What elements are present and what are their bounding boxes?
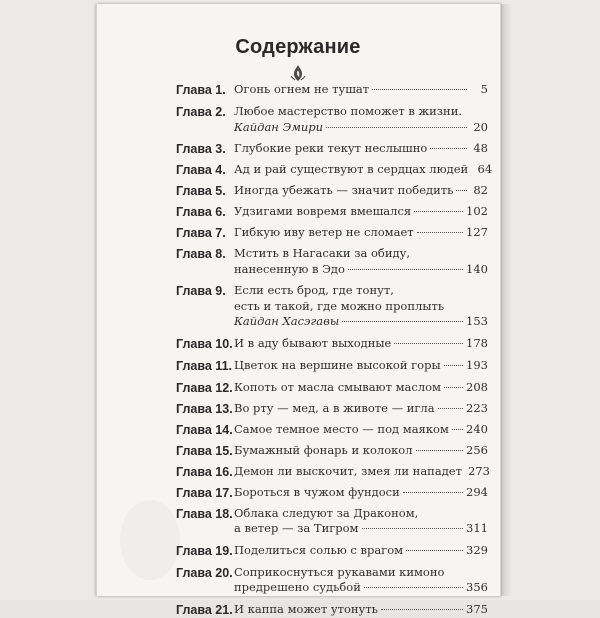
chapter-number: Глава 21. bbox=[176, 602, 233, 617]
author-name: Кайдан Хасэгавы bbox=[234, 314, 340, 328]
entry-body bbox=[234, 162, 492, 178]
entry-title-line bbox=[234, 183, 488, 199]
entry-title-line bbox=[234, 336, 488, 352]
chapter-number: Глава 18. bbox=[176, 506, 233, 521]
toc-entry bbox=[176, 565, 488, 596]
page-number: 240 bbox=[466, 421, 488, 436]
entry-title-line bbox=[234, 401, 488, 417]
chapter-number: Глава 12. bbox=[176, 380, 233, 395]
chapter-title: Любое мастерство поможет в жизни. bbox=[234, 104, 463, 118]
entry-body bbox=[234, 204, 488, 220]
chapter-title: Иногда убежать — значит победить bbox=[234, 183, 454, 197]
toc-entry bbox=[176, 336, 488, 352]
chapter-title: Демон ли выскочит, змея ли нападет bbox=[234, 463, 462, 478]
chapter-title: Гибкую иву ветер не сломает bbox=[234, 225, 414, 239]
chapter-title: Ад и рай существуют в сердцах людей bbox=[234, 162, 469, 176]
dot-leader bbox=[372, 89, 467, 90]
chapter-title: И в аду бывают выходные bbox=[234, 335, 392, 350]
chapter-number: Глава 19. bbox=[176, 543, 233, 558]
chapter-number: Глава 16. bbox=[176, 464, 233, 479]
dot-leader bbox=[438, 408, 463, 409]
entry-body bbox=[234, 602, 488, 618]
chapter-number: Глава 9. bbox=[176, 284, 226, 298]
chapter-number: Глава 13. bbox=[176, 401, 233, 416]
entry-body bbox=[234, 336, 488, 352]
page-number: 20 bbox=[473, 119, 488, 134]
dot-leader bbox=[444, 387, 463, 388]
entry-title-line bbox=[234, 204, 488, 220]
page-number: 311 bbox=[466, 521, 488, 535]
toc-entry bbox=[176, 141, 488, 157]
chapter-title: Во рту — мед, а в животе — игла bbox=[234, 400, 435, 415]
toc-entry bbox=[176, 506, 488, 537]
toc-entry bbox=[176, 464, 488, 480]
toc-entry bbox=[176, 104, 488, 135]
chapter-title: Облака следуют за Драконом, bbox=[234, 505, 419, 520]
entry-body bbox=[234, 422, 488, 438]
dot-leader bbox=[381, 609, 463, 610]
entry-body bbox=[234, 183, 488, 199]
chapter-title: Соприкоснуться рукавами кимоно bbox=[234, 564, 445, 579]
dot-leader bbox=[444, 365, 463, 366]
entry-title-line bbox=[234, 580, 488, 596]
entry-body bbox=[234, 283, 488, 330]
entry-body bbox=[234, 82, 488, 98]
dot-leader bbox=[456, 190, 467, 191]
entry-body bbox=[234, 443, 488, 459]
toc-entry bbox=[176, 162, 493, 178]
entry-title-line bbox=[234, 443, 488, 459]
entry-title-line bbox=[234, 380, 488, 396]
dot-leader bbox=[452, 429, 463, 430]
entry-body bbox=[234, 141, 488, 157]
chapter-title: есть и такой, где можно проплыть bbox=[234, 298, 445, 313]
page-number: 273 bbox=[467, 463, 490, 478]
entry-title-line bbox=[234, 141, 488, 157]
paper-stain bbox=[120, 500, 180, 580]
dot-leader bbox=[364, 587, 463, 588]
page-number: 153 bbox=[466, 314, 488, 328]
chapter-title: Мстить в Нагасаки за обиду, bbox=[234, 246, 411, 260]
entry-body bbox=[234, 485, 488, 501]
chapter-title: а ветер — за Тигром bbox=[234, 521, 359, 535]
flame-ornament-icon bbox=[286, 64, 310, 82]
page-title: Содержание bbox=[235, 36, 361, 58]
entry-title-line bbox=[234, 602, 488, 618]
chapter-title: И каппа может утонуть bbox=[234, 601, 378, 616]
dot-leader bbox=[403, 492, 463, 493]
toc-entry bbox=[176, 380, 488, 396]
toc-entry bbox=[176, 443, 488, 459]
page-number: 102 bbox=[466, 204, 488, 218]
author-name: Кайдан Эмири bbox=[234, 119, 324, 134]
dot-leader bbox=[394, 343, 463, 344]
entry-title-line bbox=[234, 262, 488, 278]
chapter-number: Глава 3. bbox=[176, 142, 226, 156]
entry-title-line bbox=[234, 225, 488, 241]
page-number: 356 bbox=[466, 580, 488, 594]
entry-title-line bbox=[234, 358, 488, 374]
chapter-number: Глава 14. bbox=[176, 422, 233, 437]
entry-title-line bbox=[234, 521, 488, 537]
entry-title-line bbox=[234, 485, 488, 501]
entry-body bbox=[234, 464, 490, 480]
chapter-title: Цветок на вершине высокой горы bbox=[234, 357, 441, 372]
toc-entry bbox=[176, 283, 488, 330]
chapter-number: Глава 20. bbox=[176, 565, 233, 580]
page-number: 208 bbox=[466, 379, 488, 394]
page-number: 5 bbox=[480, 82, 488, 96]
chapter-number: Глава 4. bbox=[176, 163, 226, 177]
chapter-number: Глава 10. bbox=[176, 336, 233, 351]
page-number: 223 bbox=[466, 400, 488, 415]
entry-title-line bbox=[234, 162, 492, 178]
entry-body bbox=[234, 565, 488, 596]
chapter-number: Глава 1. bbox=[176, 83, 226, 97]
toc-entry bbox=[176, 225, 488, 241]
dot-leader bbox=[417, 232, 463, 233]
chapter-title: предрешено судьбой bbox=[234, 580, 361, 594]
toc-entry bbox=[176, 204, 488, 220]
entry-body bbox=[234, 104, 488, 135]
chapter-number: Глава 8. bbox=[176, 247, 226, 261]
entry-title-line bbox=[234, 82, 488, 98]
page-number: 127 bbox=[466, 225, 488, 239]
entry-title-line bbox=[234, 464, 490, 480]
chapter-title: Самое темное место — под маяком bbox=[234, 421, 449, 436]
page-number: 64 bbox=[477, 162, 493, 176]
toc-entry bbox=[176, 401, 488, 417]
page-number: 48 bbox=[473, 141, 488, 155]
page-number: 256 bbox=[466, 442, 488, 457]
entry-author-line bbox=[234, 314, 488, 330]
toc-entry bbox=[176, 246, 488, 277]
entry-body bbox=[234, 358, 488, 374]
entry-title-line bbox=[234, 422, 488, 438]
page-number: 193 bbox=[466, 357, 488, 372]
chapter-title: Глубокие реки текут неслышно bbox=[234, 141, 428, 155]
entry-body bbox=[234, 246, 488, 277]
toc-entry bbox=[176, 82, 488, 98]
dot-leader bbox=[348, 269, 463, 270]
chapter-number: Глава 7. bbox=[176, 226, 226, 240]
chapter-title: Копоть от масла смывают маслом bbox=[234, 379, 442, 394]
chapter-title: Бумажный фонарь и колокол bbox=[234, 442, 413, 457]
entry-body bbox=[234, 543, 488, 559]
toc-entry bbox=[176, 358, 488, 374]
table-of-contents bbox=[176, 82, 493, 618]
page-number: 294 bbox=[466, 484, 488, 499]
chapter-number: Глава 5. bbox=[176, 184, 226, 198]
chapter-number: Глава 2. bbox=[176, 105, 226, 119]
page-number: 178 bbox=[466, 335, 488, 350]
toc-entry bbox=[176, 602, 488, 618]
toc-entry bbox=[176, 485, 488, 501]
chapter-number: Глава 17. bbox=[176, 485, 233, 500]
dot-leader bbox=[342, 321, 463, 322]
page-edge-shadow bbox=[500, 4, 512, 596]
chapter-number: Глава 11. bbox=[176, 358, 232, 373]
entry-body bbox=[234, 401, 488, 417]
entry-body bbox=[234, 380, 488, 396]
dot-leader bbox=[326, 127, 467, 128]
chapter-number: Глава 15. bbox=[176, 443, 233, 458]
chapter-title: Если есть брод, где тонут, bbox=[234, 283, 394, 297]
dot-leader bbox=[362, 528, 464, 529]
chapter-title: Бороться в чужом фундоси bbox=[234, 484, 400, 499]
page-number: 375 bbox=[466, 601, 488, 616]
dot-leader bbox=[406, 550, 463, 551]
dot-leader bbox=[414, 211, 463, 212]
toc-entry bbox=[176, 543, 488, 559]
chapter-title: нанесенную в Эдо bbox=[234, 261, 345, 276]
chapter-title: Огонь огнем не тушат bbox=[234, 82, 370, 96]
entry-author-line bbox=[234, 120, 488, 136]
chapter-title: Поделиться солью с врагом bbox=[234, 542, 404, 557]
entry-title-line bbox=[234, 543, 488, 559]
entry-body bbox=[234, 506, 488, 537]
page-number: 82 bbox=[473, 183, 488, 197]
toc-entry bbox=[176, 422, 488, 438]
dot-leader bbox=[416, 450, 464, 451]
dot-leader bbox=[430, 148, 467, 149]
entry-body bbox=[234, 225, 488, 241]
page-number: 140 bbox=[466, 261, 488, 276]
toc-entry bbox=[176, 183, 488, 199]
page-number: 329 bbox=[466, 542, 488, 557]
chapter-number: Глава 6. bbox=[176, 205, 226, 219]
chapter-title: Удзигами вовремя вмешался bbox=[234, 204, 412, 218]
